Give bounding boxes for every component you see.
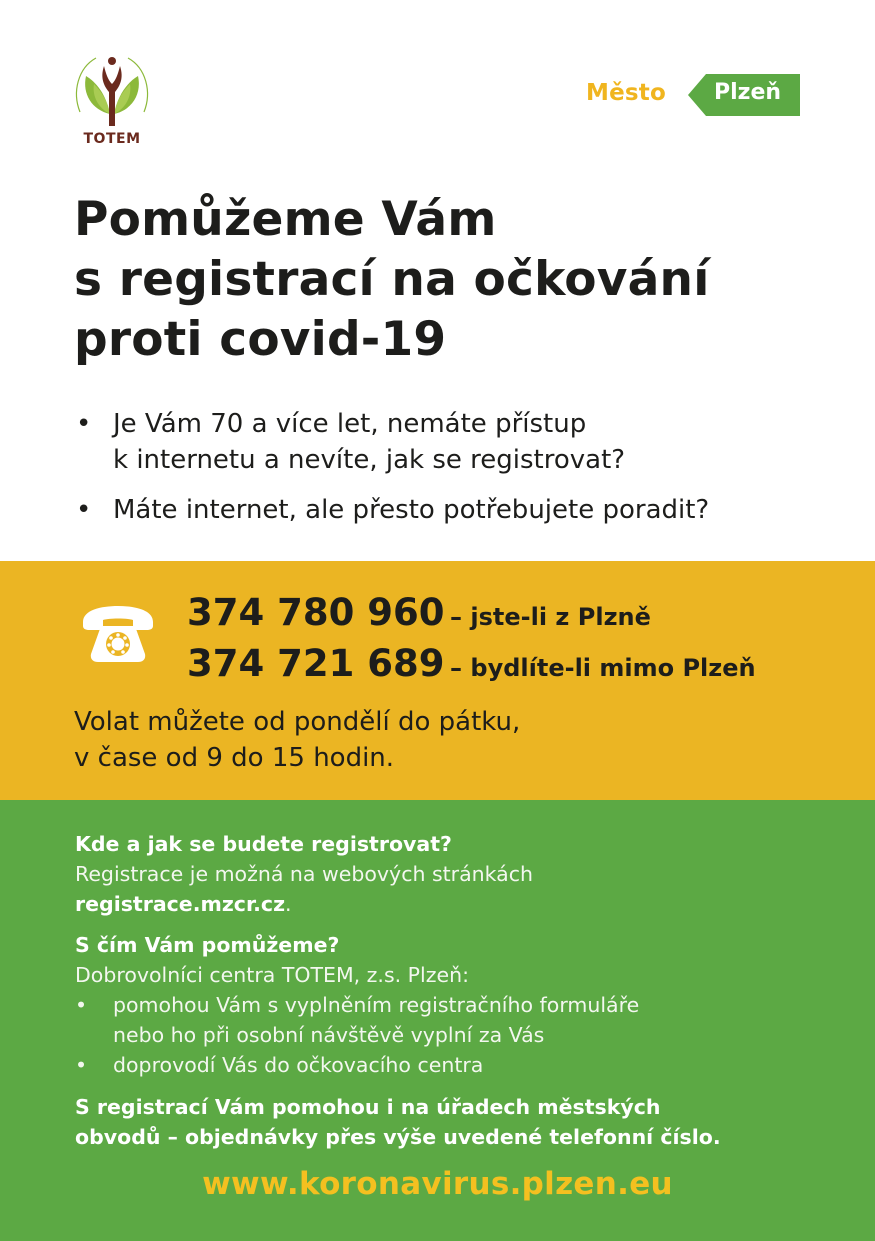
headline-line: Pomůžeme Vám xyxy=(74,192,497,247)
bullet-dot: • xyxy=(75,1053,88,1077)
where-text: Registrace je možná na webových stránkách xyxy=(75,862,534,886)
plzen-tag xyxy=(688,74,800,116)
help-list-item xyxy=(75,1050,835,1080)
office-note-line: S registrací Vám pomohou i na úřadech městských xyxy=(75,1095,661,1119)
office-note xyxy=(75,1092,835,1152)
help-list-item xyxy=(75,990,835,1050)
totem-logo xyxy=(70,52,154,150)
intro-bullet-text: k internetu a nevíte, jak se registrovat? xyxy=(113,445,626,475)
call-hours-line: v čase od 9 do 15 hodin. xyxy=(74,743,395,773)
office-note-line: obvodů – objednávky přes výše uvedené telefonní číslo. xyxy=(75,1125,721,1149)
help-list xyxy=(75,990,835,1080)
where-heading: Kde a jak se budete registrovat? xyxy=(75,832,452,856)
registration-link[interactable]: registrace.mzcr.cz xyxy=(75,892,286,916)
help-section xyxy=(75,930,835,1080)
bullet-dot: • xyxy=(75,993,88,1017)
intro-bullet xyxy=(74,492,854,528)
intro-bullet-text: Je Vám 70 a více let, nemáte přístup xyxy=(113,409,587,439)
headline-line: proti covid-19 xyxy=(74,312,447,367)
help-heading: S čím Vám pomůžeme? xyxy=(75,933,340,957)
where-section xyxy=(75,829,835,919)
call-hours xyxy=(74,704,834,776)
link-suffix: . xyxy=(285,892,292,916)
phone-note: – jste-li z Plzně xyxy=(450,603,651,631)
bullet-dot: • xyxy=(76,409,92,439)
phone-row xyxy=(187,591,651,634)
headline xyxy=(74,190,834,370)
call-hours-line: Volat můžete od pondělí do pátku, xyxy=(74,707,521,737)
plzen-word: Plzeň xyxy=(714,80,782,105)
totem-wordmark: TOTEM xyxy=(83,131,141,147)
totem-emblem-icon xyxy=(70,52,154,132)
help-item-text: doprovodí Vás do očkovacího centra xyxy=(113,1053,484,1077)
telephone-icon xyxy=(79,604,157,664)
intro-bullet xyxy=(74,406,854,478)
help-item-text: pomohou Vám s vyplněním registračního formuláře xyxy=(113,993,640,1017)
phone-row xyxy=(187,642,756,685)
mesto-plzen-logo xyxy=(586,74,800,116)
bullet-dot: • xyxy=(76,495,92,525)
phone-number[interactable]: 374 780 960 xyxy=(187,591,445,634)
intro-bullet-list xyxy=(74,406,854,542)
phone-note: – bydlíte-li mimo Plzeň xyxy=(450,654,756,682)
footer-url-link[interactable]: www.koronavirus.plzen.eu xyxy=(202,1166,673,1202)
headline-line: s registrací na očkování xyxy=(74,252,710,307)
mesto-word: Město xyxy=(586,80,666,106)
phone-number[interactable]: 374 721 689 xyxy=(187,642,445,685)
intro-bullet-text: Máte internet, ale přesto potřebujete poradit? xyxy=(113,495,710,525)
help-item-text: nebo ho při osobní návštěvě vyplní za Vás xyxy=(113,1023,545,1047)
help-intro: Dobrovolníci centra TOTEM, z.s. Plzeň: xyxy=(75,963,469,987)
